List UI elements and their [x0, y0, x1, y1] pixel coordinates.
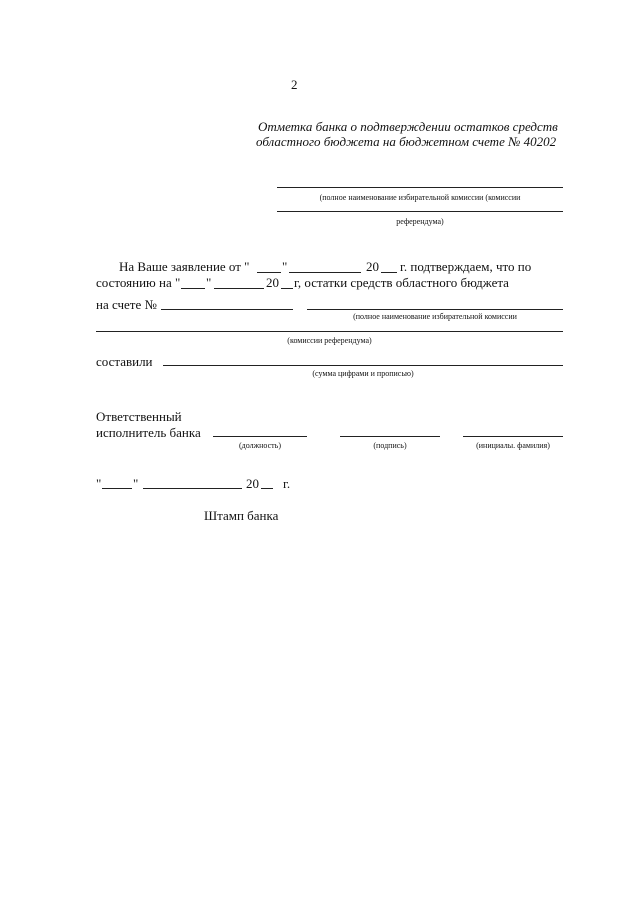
- balance-date-text: состоянию на ": [96, 275, 181, 290]
- name-field[interactable]: [463, 436, 563, 437]
- position-field[interactable]: [213, 436, 307, 437]
- form-title-line-1: Отметка банка о подтверждении остатков средств: [258, 119, 558, 134]
- account-number-field[interactable]: [161, 309, 293, 310]
- sum-field[interactable]: [163, 365, 563, 366]
- commission-name-caption-2: референдума): [396, 217, 444, 226]
- balance-month-field[interactable]: [214, 288, 264, 289]
- date-open-quote: ": [96, 476, 102, 491]
- page-number: 2: [291, 77, 298, 92]
- date-close-quote: ": [133, 476, 139, 491]
- account-commission-field-2[interactable]: [96, 331, 563, 332]
- commission-name-field-2[interactable]: [277, 211, 563, 212]
- commission-name-caption: (полное наименование избирательной комиссии (комиссии: [319, 193, 521, 202]
- application-day-field[interactable]: [257, 272, 281, 273]
- balance-text: г, остатки средств областного бюджета: [294, 275, 509, 290]
- application-day-close-quote: ": [282, 259, 288, 274]
- application-month-field[interactable]: [289, 272, 361, 273]
- name-caption: (инициалы. фамилия): [476, 441, 550, 450]
- balance-year-field[interactable]: [281, 288, 293, 289]
- account-commission-field[interactable]: [307, 309, 563, 310]
- account-commission-caption-2: (комиссии референдума): [287, 336, 372, 345]
- application-year-field[interactable]: [381, 272, 397, 273]
- bank-stamp-label: Штамп банка: [204, 508, 279, 523]
- balance-year-prefix: 20: [266, 275, 279, 290]
- balance-day-field[interactable]: [181, 288, 205, 289]
- balance-day-close-quote: ": [206, 275, 212, 290]
- sum-caption: (сумма цифрами и прописью): [312, 369, 414, 378]
- position-caption: (должность): [239, 441, 281, 450]
- composed-label: составили: [96, 354, 153, 369]
- signature-field[interactable]: [340, 436, 440, 437]
- application-year-prefix: 20: [366, 259, 379, 274]
- date-day-field[interactable]: [102, 488, 132, 489]
- signature-caption: (подпись): [373, 441, 407, 450]
- date-month-field[interactable]: [143, 488, 242, 489]
- date-year-field[interactable]: [261, 488, 273, 489]
- date-year-suffix: г.: [283, 476, 291, 491]
- account-number-label: на счете №: [96, 297, 157, 312]
- date-year-prefix: 20: [246, 476, 259, 491]
- form-title-line-2: областного бюджета на бюджетном счете № 40202: [256, 134, 557, 149]
- application-date-text: На Ваше заявление от ": [119, 259, 250, 274]
- confirmation-text: г. подтверждаем, что по: [400, 259, 532, 274]
- commission-name-field[interactable]: [277, 187, 563, 188]
- signatory-label-line-1: Ответственный: [96, 409, 182, 424]
- signatory-label-line-2: исполнитель банка: [96, 425, 201, 440]
- account-commission-caption: (полное наименование избирательной комиссии: [353, 312, 517, 321]
